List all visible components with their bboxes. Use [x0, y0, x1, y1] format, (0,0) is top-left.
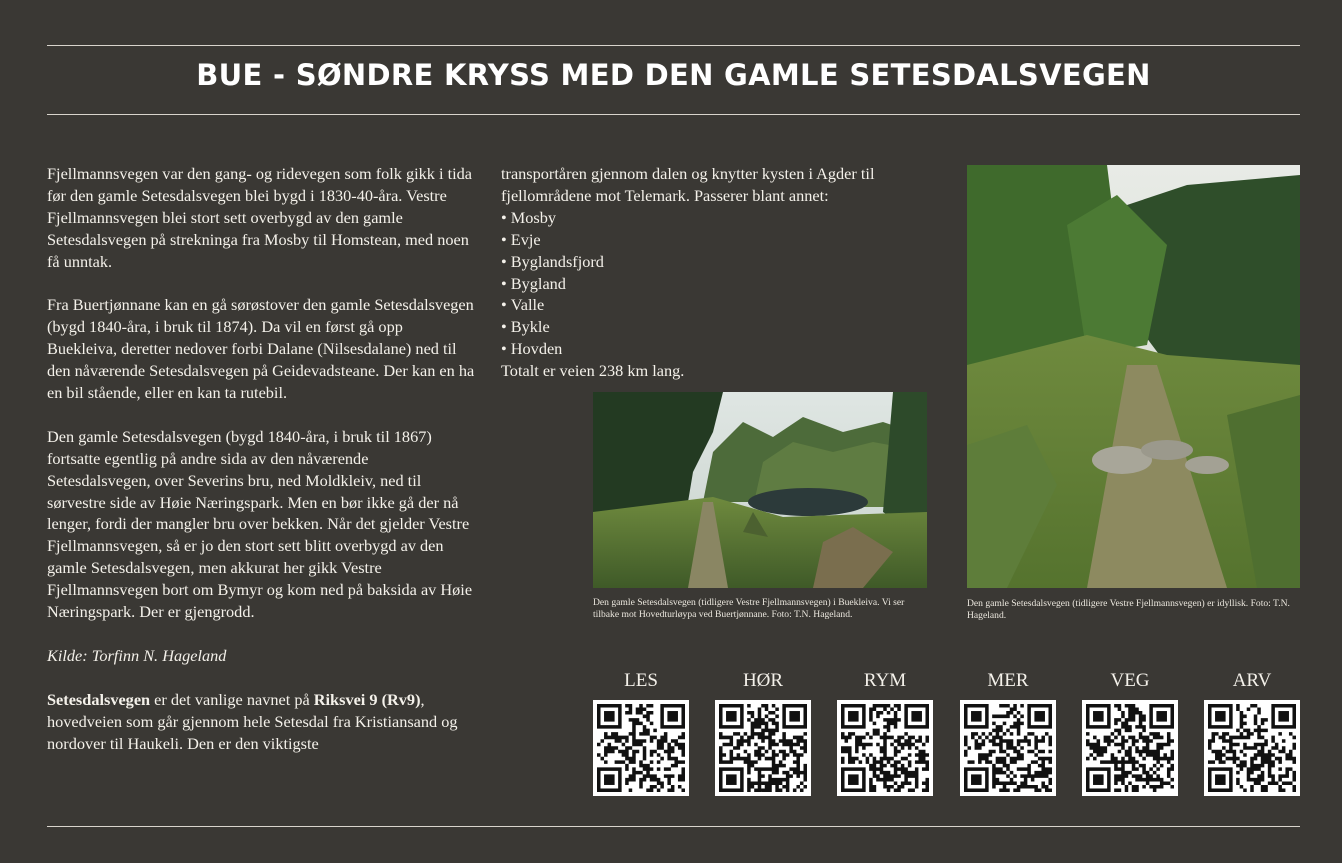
- lake-photo-caption: Den gamle Setesdalsvegen (tidligere Vestre Fjellmannsvegen) i Buekleiva. Vi ser tilbake mot Hovedturløypa ved Buertjønnane. Foto: T.N. Hageland.: [593, 597, 905, 620]
- lake-photo: [593, 392, 927, 588]
- list-item: • Bykle: [501, 316, 941, 338]
- list-item: • Hovden: [501, 338, 941, 360]
- middle-text-column: [501, 163, 941, 382]
- qr-code-mer[interactable]: [960, 700, 1056, 796]
- qr-code-veg[interactable]: [1082, 700, 1178, 796]
- bottom-divider: [47, 826, 1300, 827]
- source-credit: Kilde: Torfinn N. Hageland: [47, 645, 227, 665]
- qr-code-hor[interactable]: [715, 700, 811, 796]
- paragraph-gamle-setesdalsvegen: Den gamle Setesdalsvegen (bygd 1840-åra, i bruk til 1867) fortsatte egentlig på andre sida av den nåværende Setesdalsvegen, over Severins bru, ned Moldkleiv, ned til sørvestre side av Høie Næringspark. Men en bør ikke gå der nå lenger, fordi der mangler bru over bekken. Når det gjelder Vestre Fjellmannsvegen, så er jo den stort sett blitt overbygd av den gamle Setesdalsvegen, men akkurat her gikk Vestre Fjellmannsvegen bort om Bymyr og kom ned på baksida av Høie Næringspark. Der er gjengrodd.: [47, 426, 473, 622]
- qr-label-veg: VEG: [1110, 670, 1150, 691]
- forest-path-photo: [967, 165, 1300, 588]
- title-divider: [47, 114, 1300, 115]
- places-list: [501, 207, 941, 360]
- list-item: • Bygland: [501, 273, 941, 295]
- page-title: BUE - SØNDRE KRYSS MED DEN GAMLE SETESDALSVEGEN: [196, 58, 1151, 92]
- qr-label-mer: MER: [987, 670, 1029, 691]
- top-divider: [47, 45, 1300, 46]
- paragraph-transportaren: transportåren gjennom dalen og knytter kysten i Agder til fjellområdene mot Telemark. Passerer blant annet:: [501, 164, 875, 205]
- qr-code-rym[interactable]: [837, 700, 933, 796]
- paragraph-buertjonnane: Fra Buertjønnane kan en gå sørøstover den gamle Setesdalsvegen (bygd 1840-åra, i bruk til 1874). Da vil en først gå opp Buekleiva, deretter nedover forbi Dalane (Nilsesdalane) ned til den nåværende Setesdalsvegen på Geidevadsteane. Der kan en ha en bil stående, eller en kan ta rutebil.: [47, 295, 475, 403]
- paragraph-setesdalsvegen: Setesdalsvegen er det vanlige navnet på Riksvei 9 (Rv9), hovedveien som går gjennom hele Setesdal fra Kristiansand og nordover til Haukeli. Den er den viktigste: [47, 689, 458, 753]
- qr-code-arv[interactable]: [1204, 700, 1300, 796]
- forest-path-photo-caption: Den gamle Setesdalsvegen (tidligere Vestre Fjellmannsvegen) er idyllisk. Foto: T.N. Hageland.: [967, 598, 1290, 621]
- qr-code-les[interactable]: [593, 700, 689, 796]
- qr-label-les: LES: [624, 670, 658, 691]
- list-item: • Byglandsfjord: [501, 251, 941, 273]
- left-text-column: [47, 163, 475, 776]
- list-item: • Valle: [501, 294, 941, 316]
- qr-label-arv: ARV: [1232, 670, 1272, 691]
- total-length: Totalt er veien 238 km lang.: [501, 361, 685, 381]
- qr-label-hor: HØR: [742, 670, 784, 691]
- paragraph-fjellmannsvegen: Fjellmannsvegen var den gang- og ridevegen som folk gikk i tida før den gamle Setesdalsvegen blei bygd i 1830-40-åra. Vestre Fjellmannsvegen blei stort sett overbygd av den gamle Setesdalsvegen på strekninga fra Mosby til Homstean, med noen få unntak.: [47, 164, 473, 271]
- list-item: • Mosby: [501, 207, 941, 229]
- qr-label-rym: RYM: [863, 670, 907, 691]
- list-item: • Evje: [501, 229, 941, 251]
